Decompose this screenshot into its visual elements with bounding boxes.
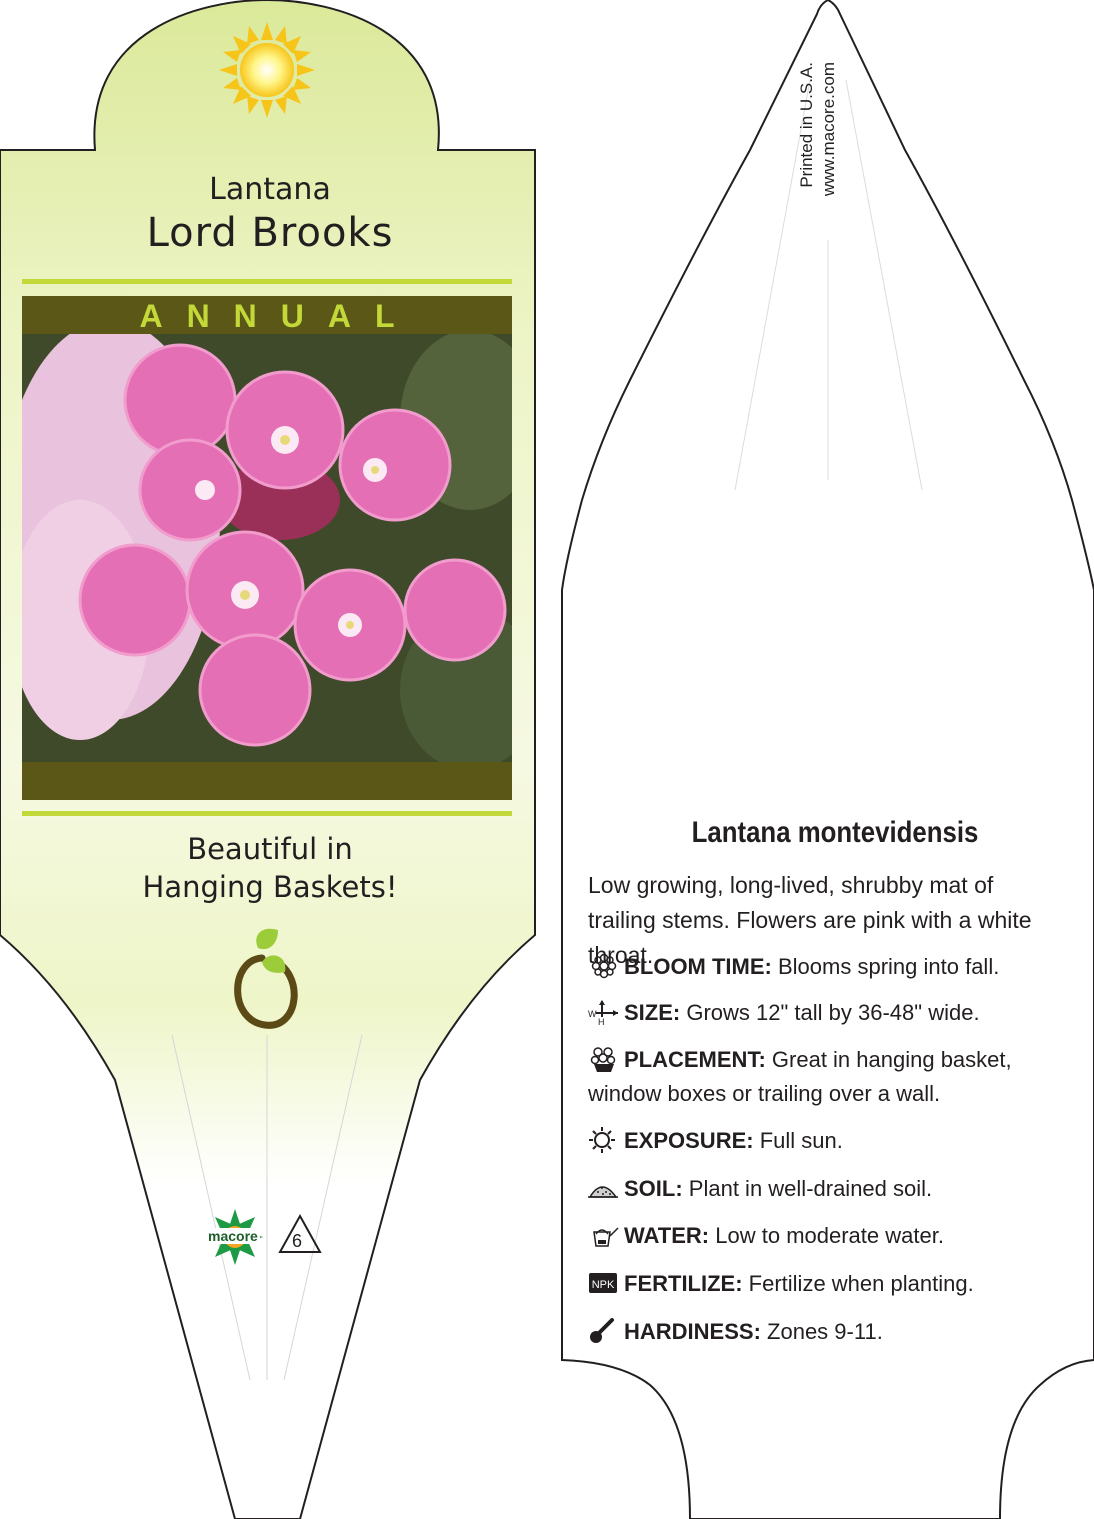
category-label: ANNUAL	[139, 298, 419, 334]
size-text: Grows 12" tall by 36-48" wide.	[686, 1000, 980, 1025]
size-h-letter: H	[598, 1017, 605, 1025]
tagline-line-1: Beautiful in	[187, 832, 353, 866]
attribute-soil	[588, 1172, 1068, 1206]
tagline-line-2: Hanging Baskets!	[142, 870, 398, 904]
attribute-exposure	[588, 1124, 1068, 1158]
placement-text: Great in hanging basket, window boxes or trailing over a wall.	[588, 1047, 1012, 1106]
sun-icon	[219, 22, 315, 118]
printed-line-1: Printed in U.S.A.	[797, 62, 816, 188]
attribute-hardiness	[588, 1315, 1068, 1349]
front-cultivar-name: Lord Brooks	[146, 210, 394, 256]
attribute-water	[588, 1219, 1068, 1253]
water-text: Low to moderate water.	[715, 1223, 944, 1248]
attribute-fertilize	[588, 1267, 1068, 1301]
description: Low growing, long-lived, shrubby mat of trailing stems. Flowers are pink with a white throat.	[588, 872, 1032, 968]
fertilize-label: FERTILIZE:	[624, 1271, 743, 1296]
size-w-letter: W	[588, 1009, 597, 1019]
exposure-label: EXPOSURE:	[624, 1128, 754, 1153]
printed-line-2: www.macore.com	[819, 62, 838, 197]
attribute-size	[588, 996, 1068, 1030]
size-label: SIZE:	[624, 1000, 681, 1025]
hardiness-text: Zones 9-11.	[767, 1319, 883, 1344]
recycle-number: 6	[292, 1231, 303, 1251]
photo-bottom-band	[22, 762, 512, 800]
thermometer-icon	[588, 1318, 620, 1344]
npk-text: NPK	[591, 1279, 615, 1291]
attribute-placement	[588, 1043, 1068, 1111]
planter-icon	[588, 1046, 620, 1072]
soil-label: SOIL:	[624, 1176, 683, 1201]
hardiness-label: HARDINESS:	[624, 1319, 761, 1344]
botanical-name: Lantana montevidensis	[691, 816, 979, 849]
macore-logo-text: macore	[208, 1228, 258, 1244]
bloom-time-label: BLOOM TIME:	[624, 954, 772, 979]
soil-text: Plant in well-drained soil.	[688, 1176, 933, 1201]
flower-icon	[588, 953, 620, 979]
npk-icon	[588, 1270, 620, 1296]
attribute-bloom-time	[588, 950, 1068, 984]
size-arrows-icon	[588, 999, 620, 1025]
watering-can-icon	[588, 1222, 620, 1248]
tagline	[60, 830, 480, 906]
soil-pile-icon	[588, 1175, 620, 1201]
water-label: WATER:	[624, 1223, 710, 1248]
exposure-text: Full sun.	[759, 1128, 843, 1153]
flower-photo	[0, 320, 540, 770]
bloom-time-text: Blooms spring into fall.	[778, 954, 1000, 979]
sun-outline-icon	[588, 1127, 620, 1153]
front-genus-name: Lantana	[209, 172, 331, 207]
placement-label: PLACEMENT:	[624, 1047, 766, 1072]
fertilize-text: Fertilize when planting.	[748, 1271, 974, 1296]
printed-info	[796, 62, 854, 232]
